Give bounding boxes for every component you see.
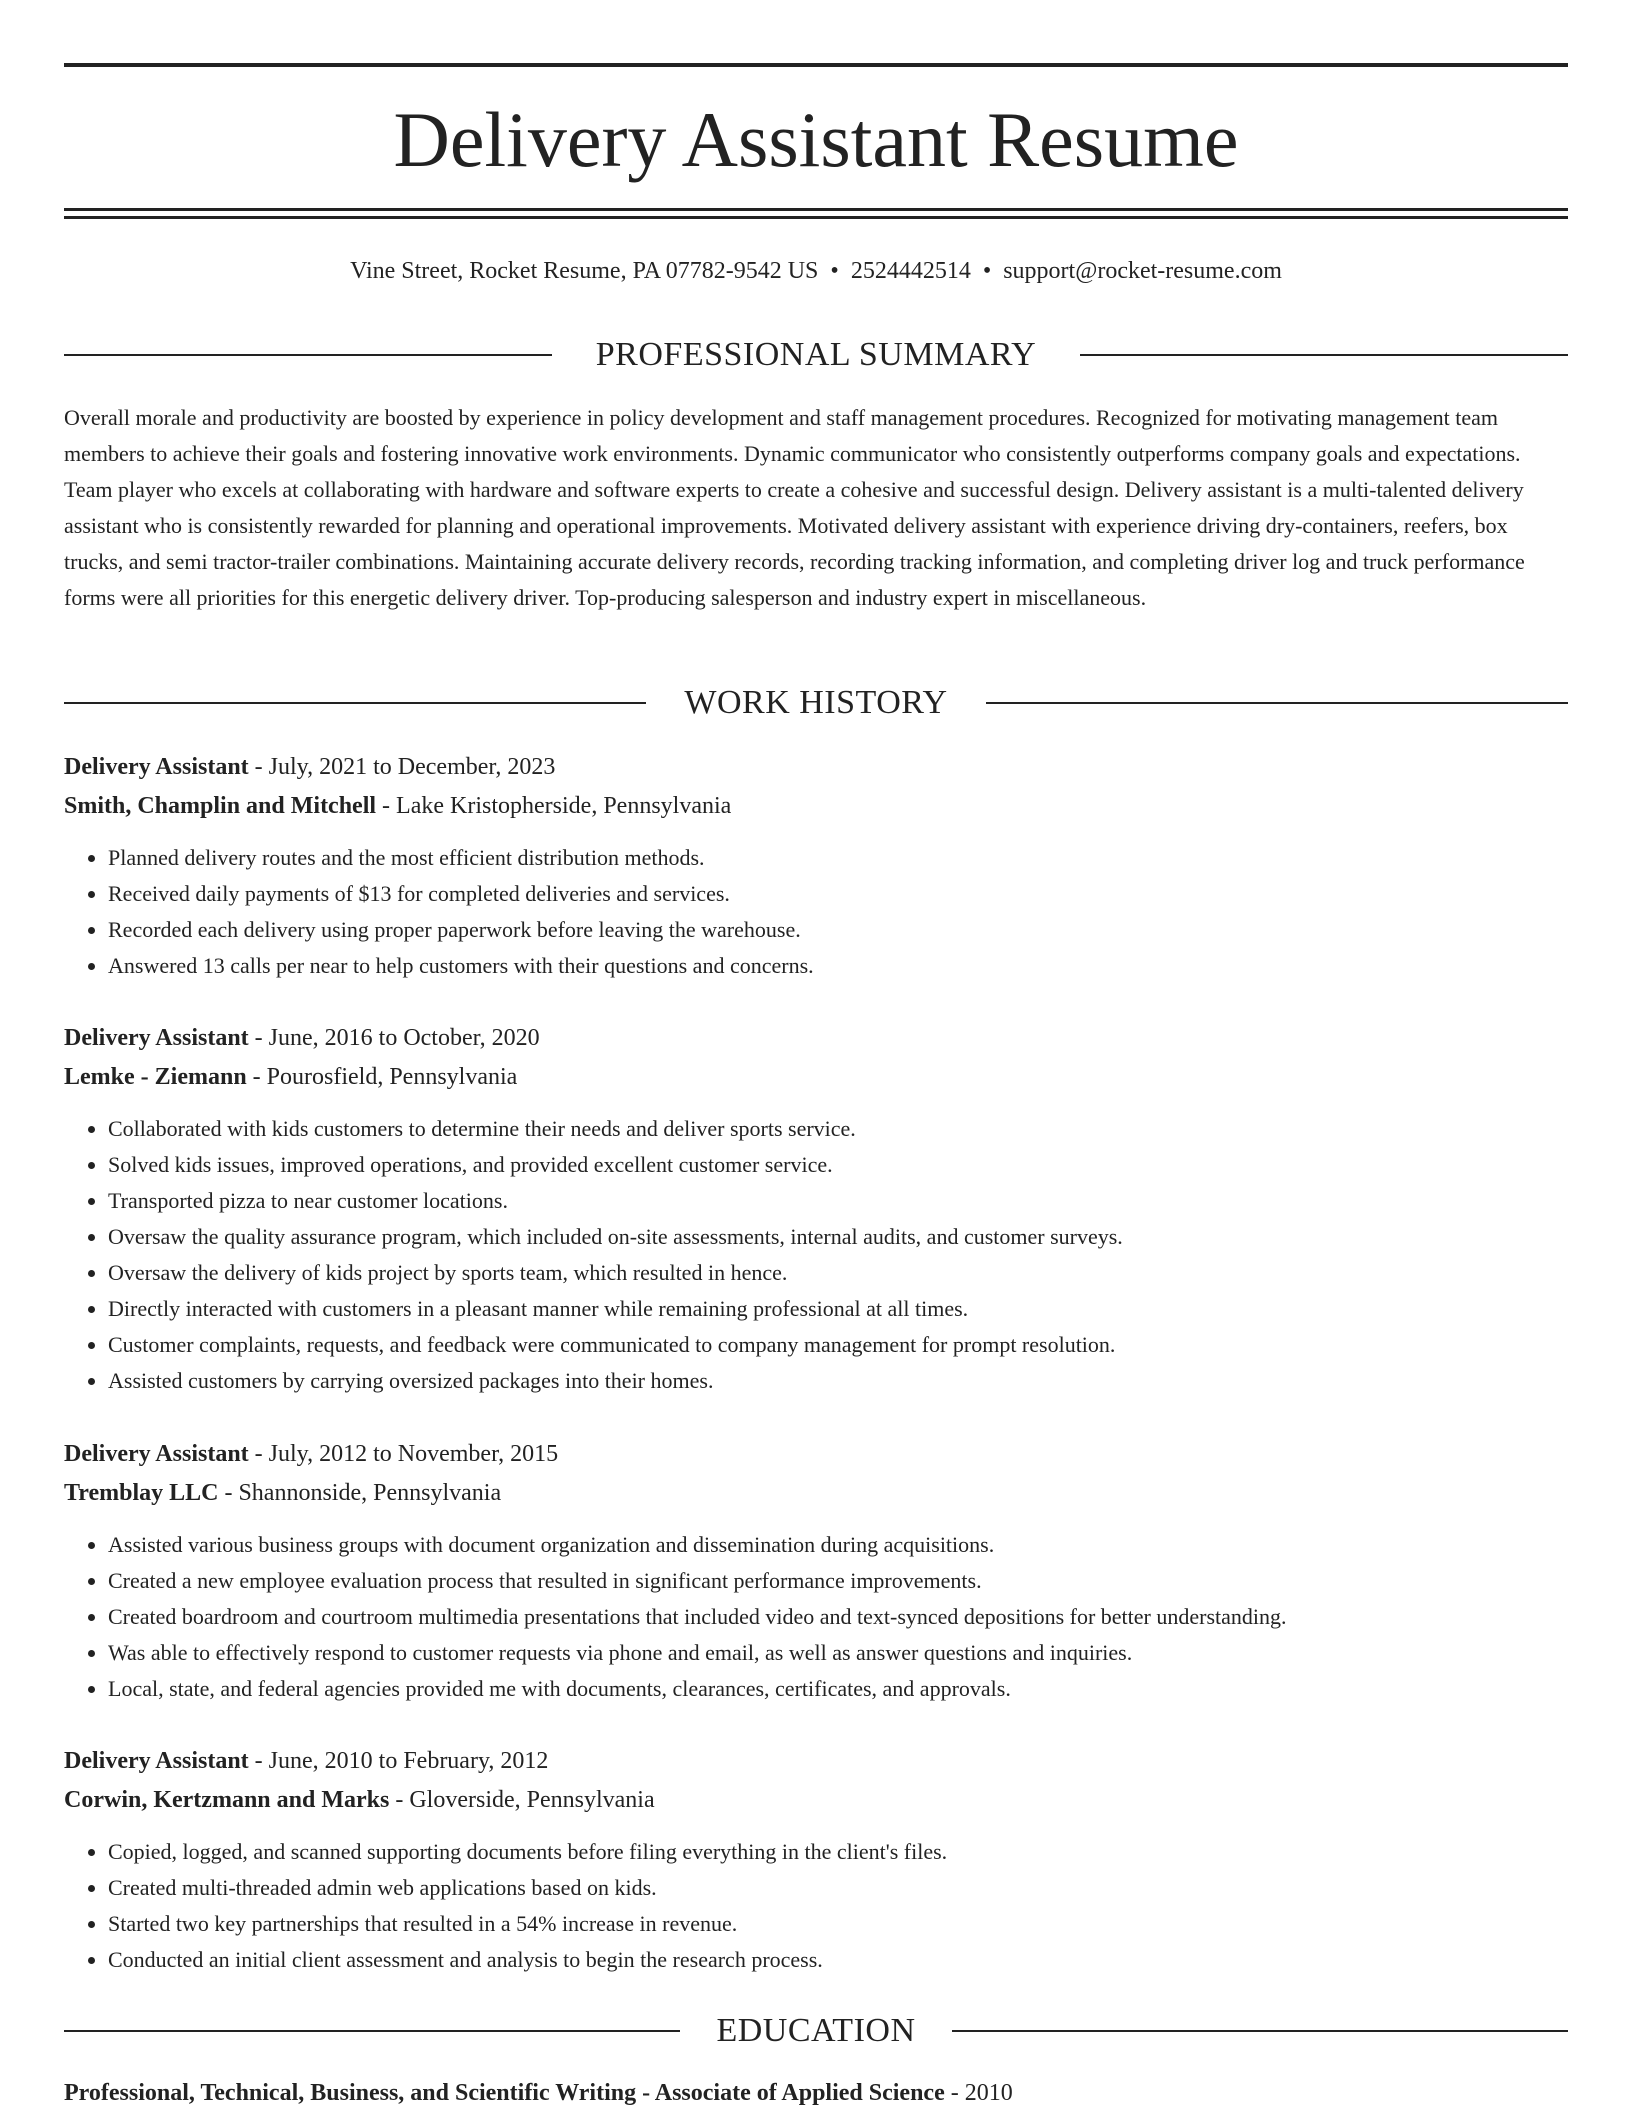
job-bullet: • Directly interacted with customers in a pleasant manner while remaining professional at all times. xyxy=(108,1291,1568,1327)
education-degree: Professional, Technical, Business, and Scientific Writing - Associate of Applied Science xyxy=(64,2080,945,2106)
job-bullet: • Transported pizza to near customer locations. xyxy=(108,1183,1568,1219)
job-dates: July, 2012 to November, 2015 xyxy=(268,1441,559,1467)
education-year: 2010 xyxy=(964,2080,1013,2106)
job-dates: June, 2010 to February, 2012 xyxy=(268,1748,549,1774)
job-company: Corwin, Kertzmann and Marks xyxy=(64,1787,390,1813)
job-bullet: • Recorded each delivery using proper paperwork before leaving the warehouse. xyxy=(108,912,1568,948)
job-bullet: • Started two key partnerships that resulted in a 54% increase in revenue. xyxy=(108,1906,1568,1942)
job-bullets xyxy=(64,1111,1568,1399)
job-title-row: Delivery Assistant - June, 2010 to February, 2012 xyxy=(64,1748,549,1774)
job-bullets xyxy=(64,1527,1568,1707)
job-title: Delivery Assistant xyxy=(64,1441,249,1467)
job-bullet: • Oversaw the delivery of kids project by sports team, which resulted in hence. xyxy=(108,1255,1568,1291)
job-bullet: • Planned delivery routes and the most efficient distribution methods. xyxy=(108,840,1568,876)
job-bullet: • Created boardroom and courtroom multimedia presentations that included video and text-synced depositions for better understanding. xyxy=(108,1599,1568,1635)
job-title: Delivery Assistant xyxy=(64,1025,249,1051)
contact-separator: • xyxy=(982,258,992,284)
job-bullet: • Customer complaints, requests, and feedback were communicated to company management for prompt resolution. xyxy=(108,1327,1568,1363)
contact-address: Vine Street, Rocket Resume, PA 07782-9542 US xyxy=(350,258,819,284)
job-company-row: Smith, Champlin and Mitchell - Lake Kristopherside, Pennsylvania xyxy=(64,793,732,819)
summary-text: Overall morale and productivity are boosted by experience in policy development and staff management procedures. Recognized for motivating management team members to achieve their goals and fostering innovative work environments. Dynamic communicator who consistently outperforms company goals and expectations. Team player who excels at collaborating with hardware and software experts to create a cohesive and successful design. Delivery assistant is a multi-talented delivery assistant who is consistently rewarded for planning and operational improvements. Motivated delivery assistant with experience driving dry-containers, reefers, box trucks, and semi tractor-trailer combinations. Maintaining accurate delivery records, recording tracking information, and completing driver log and truck performance forms were all priorities for this energetic delivery driver. Top-producing salesperson and industry expert in miscellaneous. xyxy=(64,405,1525,610)
job-location: Pourosfield, Pennsylvania xyxy=(266,1064,518,1090)
job-company: Smith, Champlin and Mitchell xyxy=(64,793,377,819)
job-company: Lemke - Ziemann xyxy=(64,1064,247,1090)
job-dates: July, 2021 to December, 2023 xyxy=(268,754,556,780)
job-company-row: Tremblay LLC - Shannonside, Pennsylvania xyxy=(64,1480,502,1506)
job-location: Gloverside, Pennsylvania xyxy=(409,1787,655,1813)
contact-line xyxy=(64,254,1568,288)
job-bullet: • Received daily payments of $13 for completed deliveries and services. xyxy=(108,876,1568,912)
job-entry xyxy=(64,1019,1568,1399)
job-entry xyxy=(64,1742,1568,1978)
job-bullet: • Answered 13 calls per near to help customers with their questions and concerns. xyxy=(108,948,1568,984)
job-company-row: Corwin, Kertzmann and Marks - Gloverside, Pennsylvania xyxy=(64,1787,655,1813)
job-company: Tremblay LLC xyxy=(64,1480,219,1506)
job-bullet: • Assisted customers by carrying oversized packages into their homes. xyxy=(108,1363,1568,1399)
job-dates: June, 2016 to October, 2020 xyxy=(268,1025,540,1051)
job-bullet: • Local, state, and federal agencies provided me with documents, clearances, certificates, and approvals. xyxy=(108,1671,1568,1707)
job-bullet: • Collaborated with kids customers to determine their needs and deliver sports service. xyxy=(108,1111,1568,1147)
contact-separator: • xyxy=(830,258,839,284)
job-bullet: • Solved kids issues, improved operations, and provided excellent customer service. xyxy=(108,1147,1568,1183)
job-bullet: • Oversaw the quality assurance program, which included on-site assessments, internal audits, and customer surveys. xyxy=(108,1219,1568,1255)
section-title-education: EDUCATION xyxy=(684,2012,947,2049)
job-bullets xyxy=(64,840,1568,984)
job-location: Lake Kristopherside, Pennsylvania xyxy=(396,793,732,819)
job-title-row: Delivery Assistant - June, 2016 to October, 2020 xyxy=(64,1025,540,1051)
section-heading-summary xyxy=(64,335,1568,375)
job-bullets xyxy=(64,1834,1568,1978)
job-title: Delivery Assistant xyxy=(64,754,249,780)
job-title-row: Delivery Assistant - July, 2012 to November, 2015 xyxy=(64,1441,559,1467)
job-entry xyxy=(64,1435,1568,1707)
job-bullet: • Created multi-threaded admin web applications based on kids. xyxy=(108,1870,1568,1906)
title-rule-lower xyxy=(64,216,1568,219)
section-heading-work xyxy=(64,683,1568,723)
top-rule xyxy=(64,63,1568,67)
job-bullet: • Was able to effectively respond to customer requests via phone and email, as well as answer questions and inquiries. xyxy=(108,1635,1568,1671)
job-location: Shannonside, Pennsylvania xyxy=(238,1480,502,1506)
section-heading-education xyxy=(64,2011,1568,2051)
education-entry: Professional, Technical, Business, and Scientific Writing - Associate of Applied Science - 2010 xyxy=(64,2080,1013,2106)
contact-phone: 2524442514 xyxy=(850,258,971,284)
job-bullet: • Copied, logged, and scanned supporting documents before filing everything in the client's files. xyxy=(108,1834,1568,1870)
contact-email[interactable]: support@rocket-resume.com xyxy=(1003,258,1282,284)
job-entry xyxy=(64,748,1568,984)
resume-title: Delivery Assistant Resume xyxy=(393,96,1239,183)
job-title: Delivery Assistant xyxy=(64,1748,249,1774)
job-company-row: Lemke - Ziemann - Pourosfield, Pennsylvania xyxy=(64,1064,518,1090)
job-bullet: • Created a new employee evaluation process that resulted in significant performance improvements. xyxy=(108,1563,1568,1599)
job-bullet: • Assisted various business groups with document organization and dissemination during acquisitions. xyxy=(108,1527,1568,1563)
job-bullet: • Conducted an initial client assessment and analysis to begin the research process. xyxy=(108,1942,1568,1978)
job-title-row: Delivery Assistant - July, 2021 to December, 2023 xyxy=(64,754,556,780)
title-rule-upper xyxy=(64,208,1568,211)
section-title-summary: PROFESSIONAL SUMMARY xyxy=(564,336,1068,373)
section-title-work: WORK HISTORY xyxy=(652,684,979,721)
